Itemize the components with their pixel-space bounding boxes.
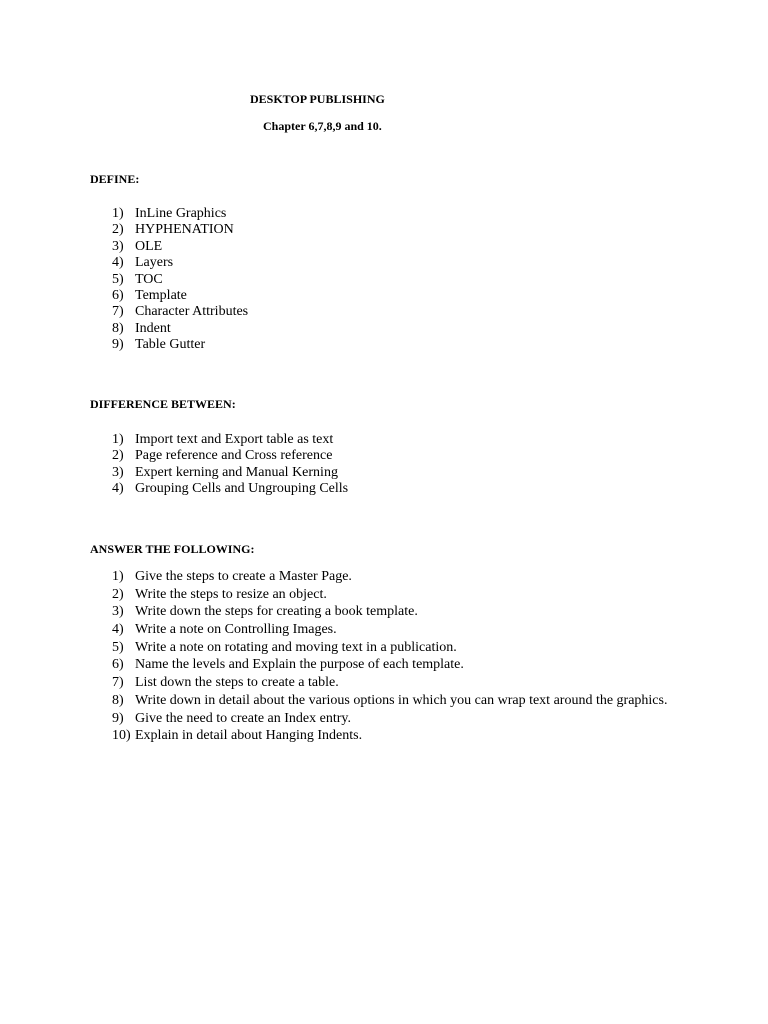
list-item-number: 7): [112, 675, 124, 691]
list-item: [112, 239, 248, 255]
list-item: [112, 603, 667, 621]
document-subtitle: Chapter 6,7,8,9 and 10.: [263, 119, 382, 133]
define-list: [112, 206, 248, 354]
list-item: [112, 432, 348, 448]
list-item: [112, 692, 667, 710]
list-item-number: 6): [112, 287, 124, 303]
list-item-number: 8): [112, 320, 124, 336]
list-item-number: 3): [112, 464, 124, 480]
list-item-number: 4): [112, 481, 124, 497]
list-item-number: 4): [112, 622, 124, 638]
define-heading: DEFINE:: [90, 172, 140, 186]
list-item-text: Indent: [135, 320, 171, 336]
list-item: [112, 272, 248, 288]
list-item-text: Import text and Export table as text: [135, 432, 334, 447]
list-item-number: 5): [112, 639, 124, 655]
list-item-number: 2): [112, 222, 124, 238]
list-item-text: Explain in detail about Hanging Indents.: [135, 728, 363, 744]
difference-list: [112, 432, 348, 498]
list-item-number: 9): [112, 337, 124, 353]
list-item-number: 8): [112, 692, 124, 708]
list-item: [112, 222, 248, 238]
list-item-text: Page reference and Cross reference: [135, 448, 333, 464]
list-item: [112, 337, 248, 353]
difference-heading: DIFFERENCE BETWEEN:: [90, 397, 236, 411]
list-item-text: Write the steps to resize an object.: [135, 586, 327, 602]
list-item-text: HYPHENATION: [135, 222, 234, 238]
list-item: [112, 568, 667, 586]
answer-heading: ANSWER THE FOLLOWING:: [90, 542, 255, 556]
list-item: [112, 206, 248, 222]
list-item-text: Character Attributes: [135, 304, 249, 320]
list-item: [112, 674, 667, 692]
document-title: DESKTOP PUBLISHING: [250, 92, 385, 106]
list-item-text: List down the steps to create a table.: [135, 675, 339, 691]
list-item-number: 1): [112, 569, 124, 584]
list-item: [112, 639, 667, 657]
list-item-number: 4): [112, 255, 124, 271]
list-item-number: 1): [112, 206, 124, 221]
list-item-text: Name the levels and Explain the purpose of each template.: [135, 657, 464, 673]
list-item-number: 7): [112, 304, 124, 320]
list-item: [112, 586, 667, 604]
list-item: [112, 448, 348, 464]
list-item-text: Layers: [135, 255, 174, 271]
list-item-number: 2): [112, 448, 124, 464]
list-item-text: Write down in detail about the various options in which you can wrap text around the graphics.: [135, 692, 668, 708]
list-item: [112, 255, 248, 271]
list-item: [112, 656, 667, 674]
list-item-number: 6): [112, 657, 124, 673]
list-item-number: 3): [112, 604, 124, 620]
list-item-text: Give the steps to create a Master Page.: [135, 569, 352, 584]
list-item-text: Write down the steps for creating a book template.: [135, 604, 418, 620]
list-item-text: InLine Graphics: [135, 206, 227, 221]
list-item: [112, 288, 248, 304]
list-item-text: Expert kerning and Manual Kerning: [135, 464, 338, 480]
list-item-text: Grouping Cells and Ungrouping Cells: [135, 481, 349, 497]
list-item-text: TOC: [135, 271, 163, 287]
list-item-number: 5): [112, 271, 124, 287]
list-item-number: 2): [112, 586, 124, 602]
answer-list: [112, 568, 667, 745]
list-item-text: OLE: [135, 238, 163, 254]
list-item: [112, 481, 348, 497]
list-item-text: Write a note on rotating and moving text in a publication.: [135, 639, 457, 655]
list-item-text: Write a note on Controlling Images.: [135, 622, 337, 638]
list-item: [112, 304, 248, 320]
list-item: [112, 321, 248, 337]
list-item-number: 1): [112, 432, 124, 447]
list-item: [112, 710, 667, 728]
list-item-number: 9): [112, 710, 124, 726]
list-item: [112, 621, 667, 639]
list-item: [112, 727, 667, 745]
list-item-text: Table Gutter: [135, 337, 206, 353]
list-item-text: Template: [135, 287, 187, 303]
list-item: [112, 465, 348, 481]
list-item-text: Give the need to create an Index entry.: [135, 710, 351, 726]
list-item-number: 10): [112, 728, 131, 744]
list-item-number: 3): [112, 238, 124, 254]
